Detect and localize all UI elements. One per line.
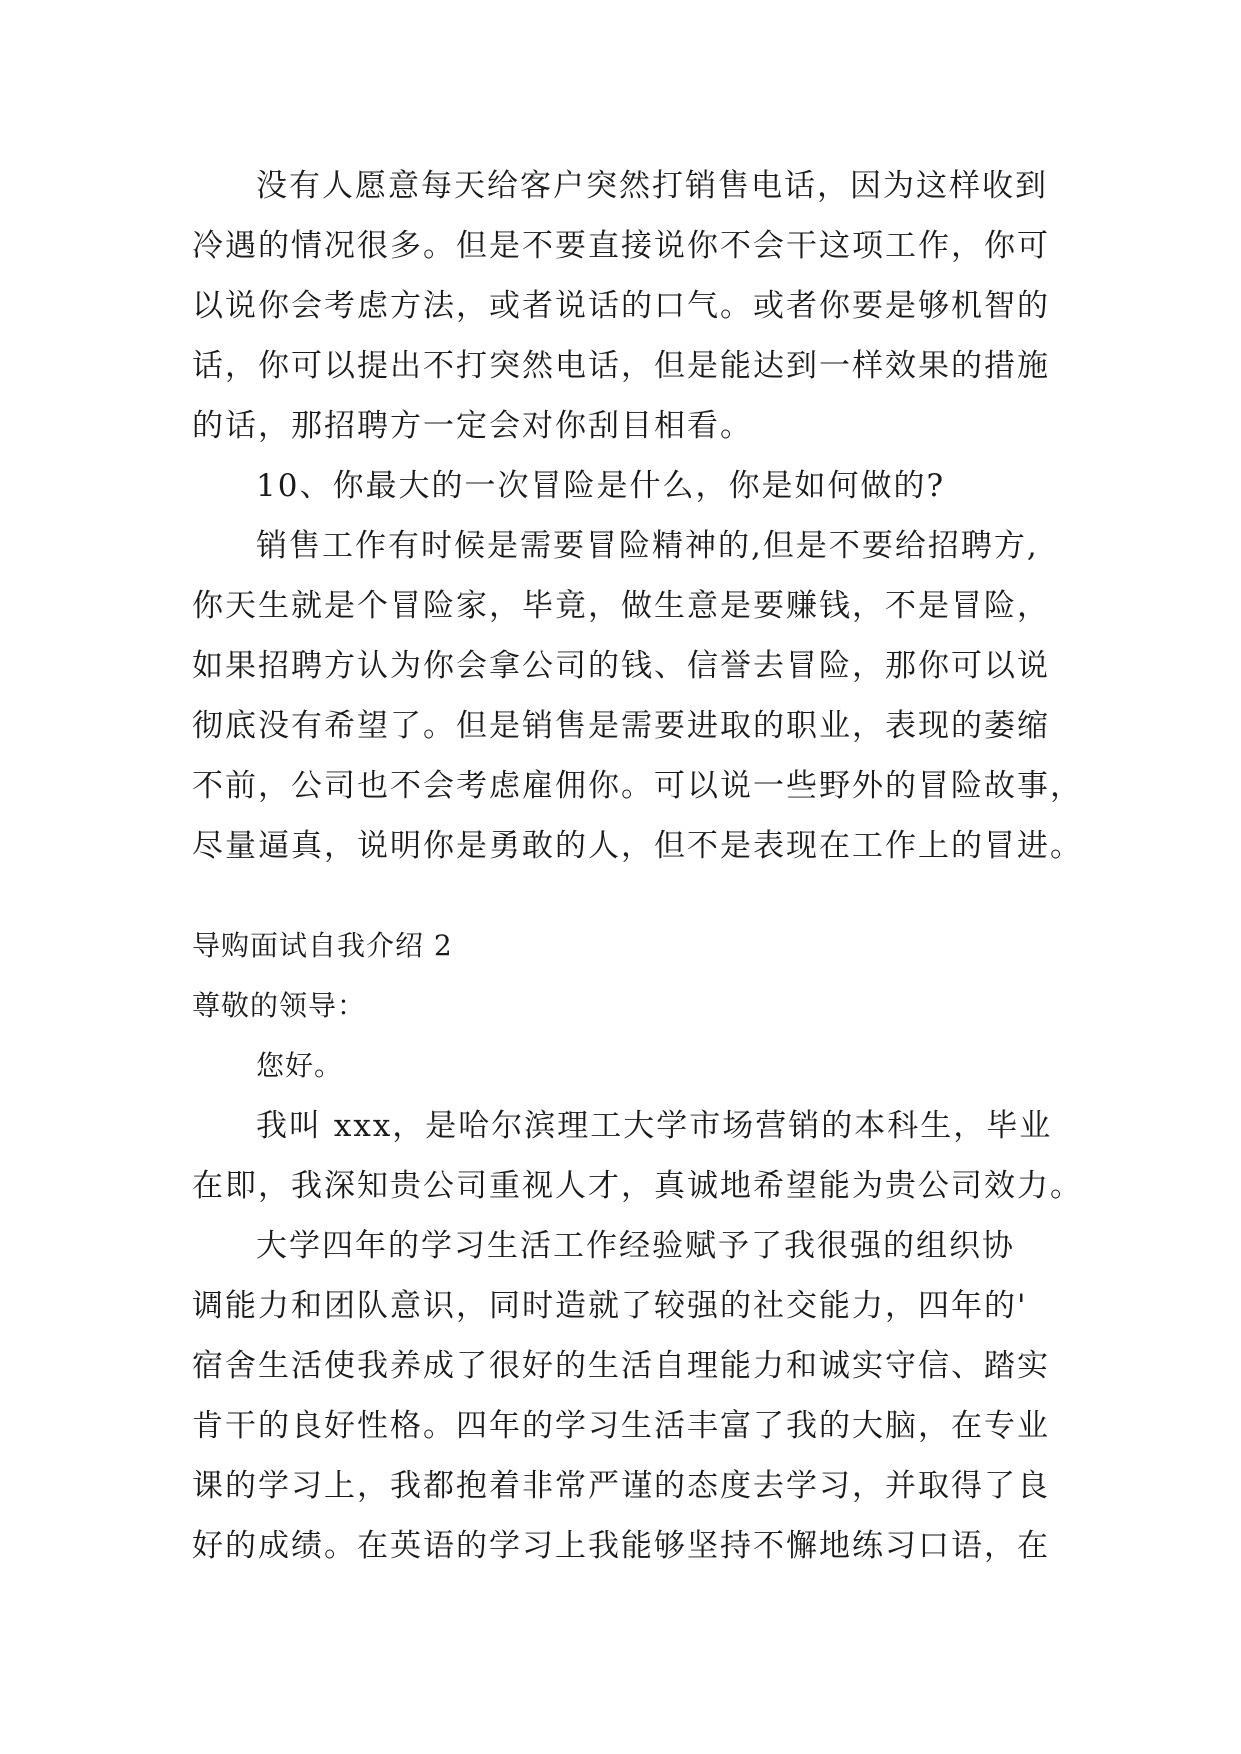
paragraph-line: 冷遇的情况很多。但是不要直接说你不会干这项工作，你可	[192, 228, 1050, 264]
paragraph-line: 肯干的良好性格。四年的学习生活丰富了我的大脑，在专业	[192, 1408, 1050, 1444]
paragraph-line: 以说你会考虑方法，或者说话的口气。或者你要是够机智的	[192, 288, 1050, 324]
paragraph-line: 调能力和团队意识，同时造就了较强的社交能力，四年的'	[192, 1288, 1028, 1324]
paragraph-line: 在即，我深知贵公司重视人才，真诚地希望能为贵公司效力。	[192, 1168, 1083, 1204]
paragraph-line: 宿舍生活使我养成了很好的生活自理能力和诚实守信、踏实	[192, 1348, 1050, 1384]
paragraph-line: 销售工作有时候是需要冒险精神的,但是不要给招聘方,	[256, 528, 1039, 564]
paragraph-line: 不前，公司也不会考虑雇佣你。可以说一些野外的冒险故事，	[192, 768, 1083, 804]
section-title: 导购面试自我介绍 2	[192, 929, 453, 962]
paragraph-line: 没有人愿意每天给客户突然打销售电话，因为这样收到	[256, 168, 1048, 204]
salutation: 尊敬的领导：	[192, 989, 367, 1022]
question-heading: 10、你最大的一次冒险是什么，你是如何做的?	[256, 468, 946, 504]
paragraph-line: 话，你可以提出不打突然电话，但是能达到一样效果的措施	[192, 348, 1050, 384]
paragraph-line: 你天生就是个冒险家，毕竟，做生意是要赚钱，不是冒险，	[192, 588, 1050, 624]
greeting: 您好。	[256, 1049, 344, 1082]
paragraph-line: 彻底没有希望了。但是销售是需要进取的职业，表现的萎缩	[192, 708, 1050, 744]
paragraph-line: 的话，那招聘方一定会对你刮目相看。	[192, 408, 753, 444]
paragraph-line: 课的学习上，我都抱着非常严谨的态度去学习，并取得了良	[192, 1468, 1050, 1504]
paragraph-line: 尽量逼真，说明你是勇敢的人，但不是表现在工作上的冒进。	[192, 828, 1083, 864]
paragraph-line: 好的成绩。在英语的学习上我能够坚持不懈地练习口语，在	[192, 1528, 1050, 1564]
paragraph-line: 如果招聘方认为你会拿公司的钱、信誉去冒险，那你可以说	[192, 648, 1050, 684]
paragraph-line: 大学四年的学习生活工作经验赋予了我很强的组织协	[256, 1228, 1015, 1264]
paragraph-line: 我叫 xxx，是哈尔滨理工大学市场营销的本科生，毕业	[256, 1108, 1053, 1144]
